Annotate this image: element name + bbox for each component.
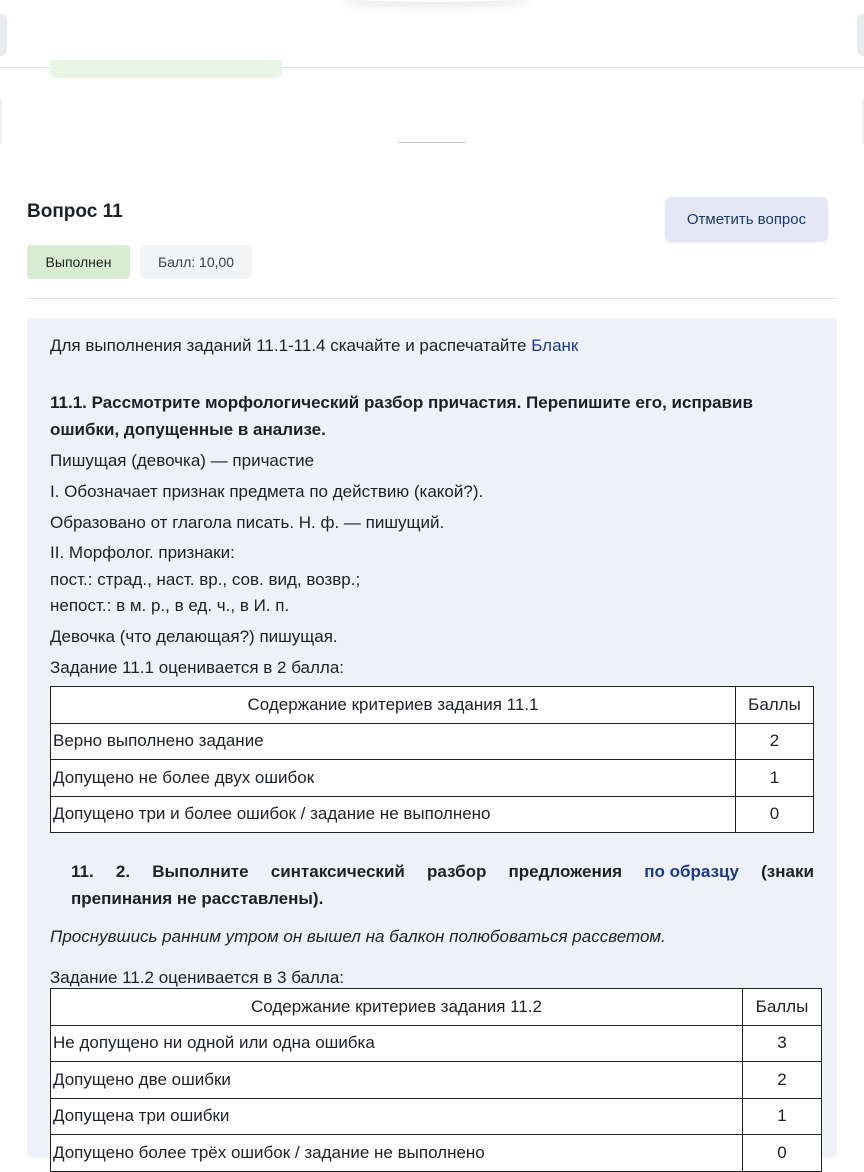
criteria-table-11-2: [50, 988, 822, 1172]
table-row: [51, 796, 814, 833]
flag-question-button[interactable]: Отметить вопрос: [665, 197, 828, 242]
table-cell-score: 0: [736, 796, 814, 833]
top-bar: [0, 0, 864, 68]
table-row: [51, 1025, 822, 1062]
table-cell-score: 3: [743, 1025, 822, 1062]
task1-line: I. Обозначает признак предмета по действию (какой?).: [50, 482, 484, 501]
task1-score-line: Задание 11.1 оценивается в 2 балла:: [50, 658, 345, 677]
intro-text: Для выполнения заданий 11.1-11.4 скачайте и распечатайте: [50, 336, 532, 355]
task2-heading-word: Выполните: [152, 862, 249, 881]
sample-link[interactable]: по образцу: [644, 862, 739, 881]
intro-paragraph: [50, 333, 578, 359]
table-cell-score: 1: [736, 760, 814, 797]
table-cell: Не допущено ни одной или одна ошибка: [51, 1025, 743, 1062]
table-cell: Допущено не более двух ошибок: [51, 760, 736, 797]
table-cell: Допущено две ошибки: [51, 1062, 743, 1099]
criteria-table-11-1: [50, 686, 814, 833]
task1-line: непост.: в м. р., в ед. ч., в И. п.: [50, 596, 290, 615]
table-header-row: [51, 989, 822, 1026]
task2-heading-word: 2.: [115, 862, 131, 881]
task2-heading-line1: [71, 862, 814, 882]
task1-line: Образовано от глагола писать. Н. ф. — пишущий.: [50, 513, 445, 532]
task1-heading-line2: ошибки, допущенные в анализе.: [50, 420, 326, 439]
task2-heading-line2: препинания не расставлены).: [71, 889, 324, 908]
table-cell-score: 0: [743, 1135, 822, 1172]
table-row: [51, 1098, 822, 1135]
table-header-cell: Баллы: [743, 989, 822, 1026]
status-badge: Выполнен: [27, 245, 130, 279]
table-cell-score: 2: [736, 723, 814, 760]
task2-sentence: Проснувшись ранним утром он вышел на балкон полюбоваться рассветом.: [50, 927, 666, 946]
table-row: [51, 760, 814, 797]
left-faint-edge: [0, 100, 2, 144]
task2-heading-word: синтаксический: [270, 862, 405, 881]
table-cell-score: 1: [743, 1098, 822, 1135]
task2-score-line: Задание 11.2 оценивается в 3 балла:: [50, 968, 345, 987]
table-row: [51, 723, 814, 760]
table-cell-score: 2: [743, 1062, 822, 1099]
table-cell: Допущено три и более ошибок / задание не выполнено: [51, 796, 736, 833]
task1-line: Пишущая (девочка) — причастие: [50, 451, 315, 470]
table-cell: Допущено более трёх ошибок / задание не выполнено: [51, 1135, 743, 1172]
table-header-cell: Содержание критериев задания 11.2: [51, 989, 743, 1026]
table-header-cell: Содержание критериев задания 11.1: [51, 687, 736, 724]
section-divider: [398, 142, 466, 143]
grade-badge: Балл: 10,00: [140, 245, 252, 279]
table-row: [51, 1062, 822, 1099]
header-divider: [27, 298, 837, 299]
question-title: Вопрос 11: [27, 201, 123, 222]
table-header-cell: Баллы: [736, 687, 814, 724]
table-cell: Допущена три ошибки: [51, 1098, 743, 1135]
previous-status-strip: [50, 60, 282, 78]
blank-link[interactable]: Бланк: [531, 336, 579, 355]
task1-line: II. Морфолог. признаки:: [50, 543, 235, 562]
table-header-row: [51, 687, 814, 724]
task2-heading-word: предложения: [508, 862, 623, 881]
task2-heading-word: разбор: [427, 862, 487, 881]
left-edge-tab: [0, 14, 7, 56]
table-cell: Верно выполнено задание: [51, 723, 736, 760]
task2-heading-word: (знаки: [761, 862, 814, 881]
task2-heading-word: 11.: [71, 862, 94, 881]
right-edge-tab: [857, 14, 864, 56]
task1-heading-line1: 11.1. Рассмотрите морфологический разбор причастия. Перепишите его, исправив: [50, 393, 753, 412]
task1-line: пост.: страд., наст. вр., сов. вид, возвр.;: [50, 570, 361, 589]
task1-line: Девочка (что делающая?) пишущая.: [50, 627, 338, 646]
table-row: [51, 1135, 822, 1172]
